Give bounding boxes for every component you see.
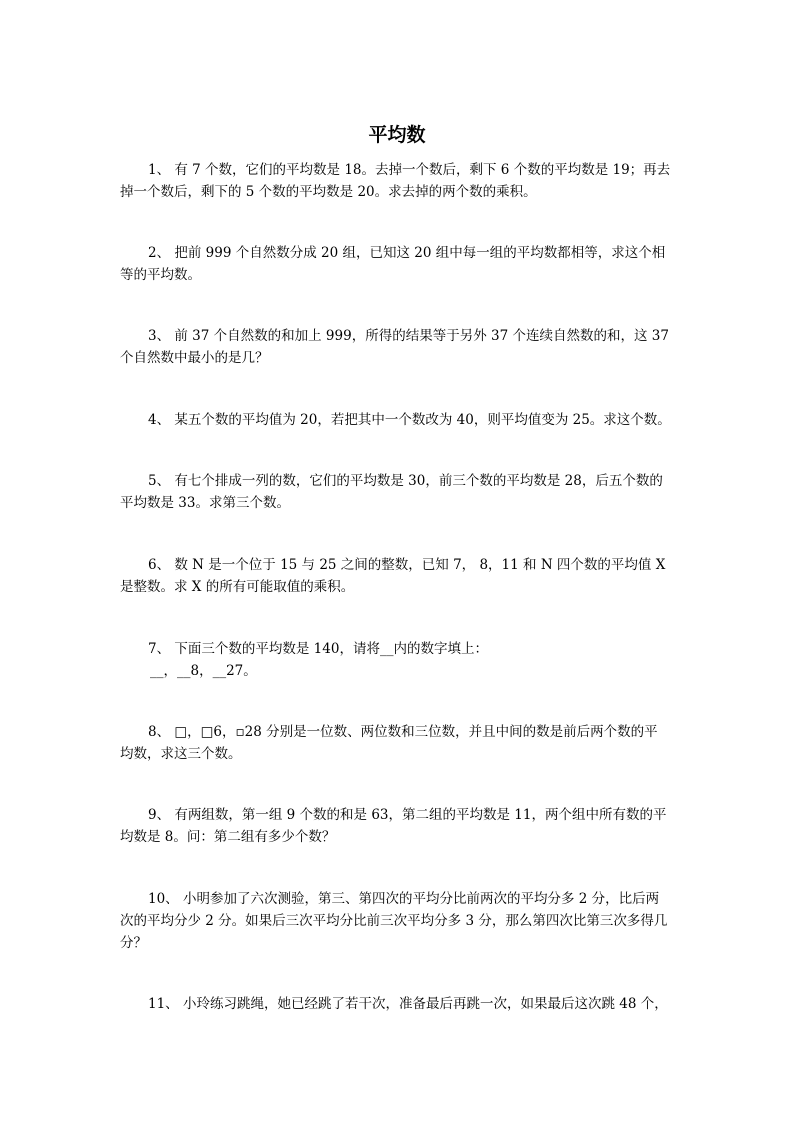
question-10 — [120, 888, 676, 954]
question-2 — [120, 242, 676, 286]
question-line: 6、 数 N 是一个位于 15 与 25 之间的整数，已知 7， 8，11 和 N 四个数的平均值 X — [148, 557, 666, 573]
question-line: 11、 小玲练习跳绳，她已经跳了若干次，准备最后再跳一次，如果最后这次跳 48 个， — [148, 996, 668, 1012]
question-line: 1、 有 7 个数，它们的平均数是 18。去掉一个数后，剩下 6 个数的平均数是 19；再去 — [148, 162, 671, 178]
question-line: 个自然数中最小的是几？ — [120, 350, 269, 366]
question-line: 2、 把前 999 个自然数分成 20 组，已知这 20 组中每一组的平均数都相等，求这个相 — [148, 245, 666, 261]
question-line: 掉一个数后，剩下的 5 个数的平均数是 20。求去掉的两个数的乘积。 — [120, 184, 537, 200]
question-line: 等的平均数。 — [120, 267, 201, 283]
question-line: 是整数。求 X 的所有可能取值的乘积。 — [120, 579, 355, 595]
question-9 — [120, 804, 676, 848]
question-8 — [120, 721, 676, 765]
question-line: 平均数是 33。求第三个数。 — [120, 495, 290, 511]
question-line: 次的平均分少 2 分。如果后三次平均分比前三次平均分多 3 分，那么第四次比第三次多得几 — [120, 913, 668, 929]
question-5 — [120, 470, 676, 514]
question-4 — [120, 409, 676, 431]
question-7 — [120, 638, 676, 682]
question-line: 5、 有七个排成一列的数，它们的平均数是 30，前三个数的平均数是 28，后五个数的 — [148, 473, 663, 489]
question-6 — [120, 554, 676, 598]
question-line: 4、 某五个数的平均值为 20，若把其中一个数改为 40，则平均值变为 25。求这个数。 — [148, 412, 671, 428]
question-line: 8、 □，□6，▫28 分别是一位数、两位数和三位数，并且中间的数是前后两个数的平 — [148, 724, 658, 740]
question-line: 3、 前 37 个自然数的和加上 999，所得的结果等于另外 37 个连续自然数的和，这 37 — [148, 328, 669, 344]
question-line: __，__8，__27。 — [150, 663, 257, 679]
question-line: 均数是 8。问：第二组有多少个数？ — [120, 829, 336, 845]
question-line: 7、 下面三个数的平均数是 140，请将__内的数字填上： — [148, 641, 488, 657]
question-line: 9、 有两组数，第一组 9 个数的和是 63，第二组的平均数是 11，两个组中所有数的平 — [148, 807, 667, 823]
page-title: 平均数 — [368, 124, 426, 146]
question-1 — [120, 159, 676, 203]
question-line: 均数，求这三个数。 — [120, 746, 242, 762]
question-3 — [120, 325, 676, 369]
question-line: 分？ — [120, 935, 147, 951]
question-line: 10、 小明参加了六次测验，第三、第四次的平均分比前两次的平均分多 2 分，比后两 — [148, 891, 660, 907]
question-11 — [120, 993, 676, 1015]
